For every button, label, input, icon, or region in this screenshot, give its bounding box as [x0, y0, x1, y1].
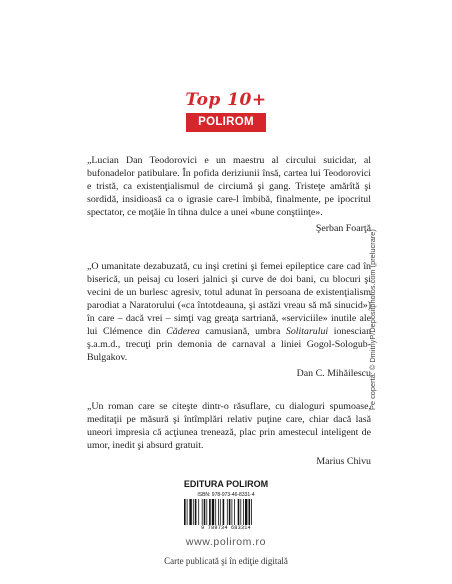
publisher-website: www.polirom.ro — [185, 536, 267, 548]
quote-chivu — [87, 400, 371, 468]
quote-author: Marius Chivu — [316, 456, 371, 468]
quote-text-part: camusiană, umbra — [199, 326, 286, 338]
quote-text: „Lucian Dan Teodorovici e un maestru al circului suicidar, al bufonadelor patibulare. În pofida deriziunii însă, cartea lui Teodorovici e tristă, ca existenţialismul de circiumă şi gang. Tristeţe amărîtă şi sordidă, insidioasă ca o igrasie care-l îmbibă, finalmente, pe ipocritul spectator, ce moţăie în tihna dulce a unei «bune conştiinţe». — [87, 155, 371, 219]
barcode-icon — [184, 499, 268, 525]
isbn-barcode — [178, 492, 274, 532]
quote-text-part: ionescian ş.a.m.d., trecuţi prin demonia de carnaval a liniei Gogol-Sologub-Bulgakov. — [87, 326, 372, 364]
quote-author: Dan C. Mihăilescu — [296, 368, 371, 380]
barcode-digits: 9 789734 683314 — [201, 525, 251, 531]
quote-mihailescu — [87, 260, 371, 380]
isbn-text: ISBN: 978-973-46-8331-4 — [197, 492, 255, 498]
quote-text: „Un roman care se citeşte dintr-o răsuflare, cu dialoguri spumoase, meditaţii pe măsură şi întîmplări relativ puţine care, chiar dacă lasă uneori impresia că acţiunea trenează, plac prin amestecul inteligent de umor, inedit şi absurd gratuit. — [87, 401, 371, 452]
quote-text-part: „O umanitate dezabuzată, cu inşi cretini şi femei epileptice care cad în biserică, un peisaj cu loseri jalnici şi curve de doi bani, cu blocuri şi vecini de un burlesc agresiv, totul adunat în persoana de existenţialism parodiat a Naratorului («ca întotdeauna, şi astăzi vreau să mă sinucid») în care – dacă vrei – simţi vag greaţa sartriană, «serviciile» inutile ale lui Clémence din — [87, 261, 371, 338]
book-title-caderea: Căderea — [166, 326, 200, 338]
publisher-logo: POLIROM — [186, 113, 266, 132]
publisher-imprint: EDITURA POLIROM — [183, 479, 269, 489]
quote-foarta — [87, 154, 371, 235]
edition-note: Carte publicată şi în ediţie digitală — [164, 556, 288, 566]
cover-credit: Pe copertă: © DmitriyP/Depositphotos.com (prelucrare) — [368, 229, 377, 410]
book-title-solitarului: Solitarului — [285, 326, 329, 338]
quote-text — [87, 260, 371, 364]
quote-author: Şerban Foarţă — [315, 223, 371, 235]
series-logo: Top 10+ — [185, 90, 267, 110]
